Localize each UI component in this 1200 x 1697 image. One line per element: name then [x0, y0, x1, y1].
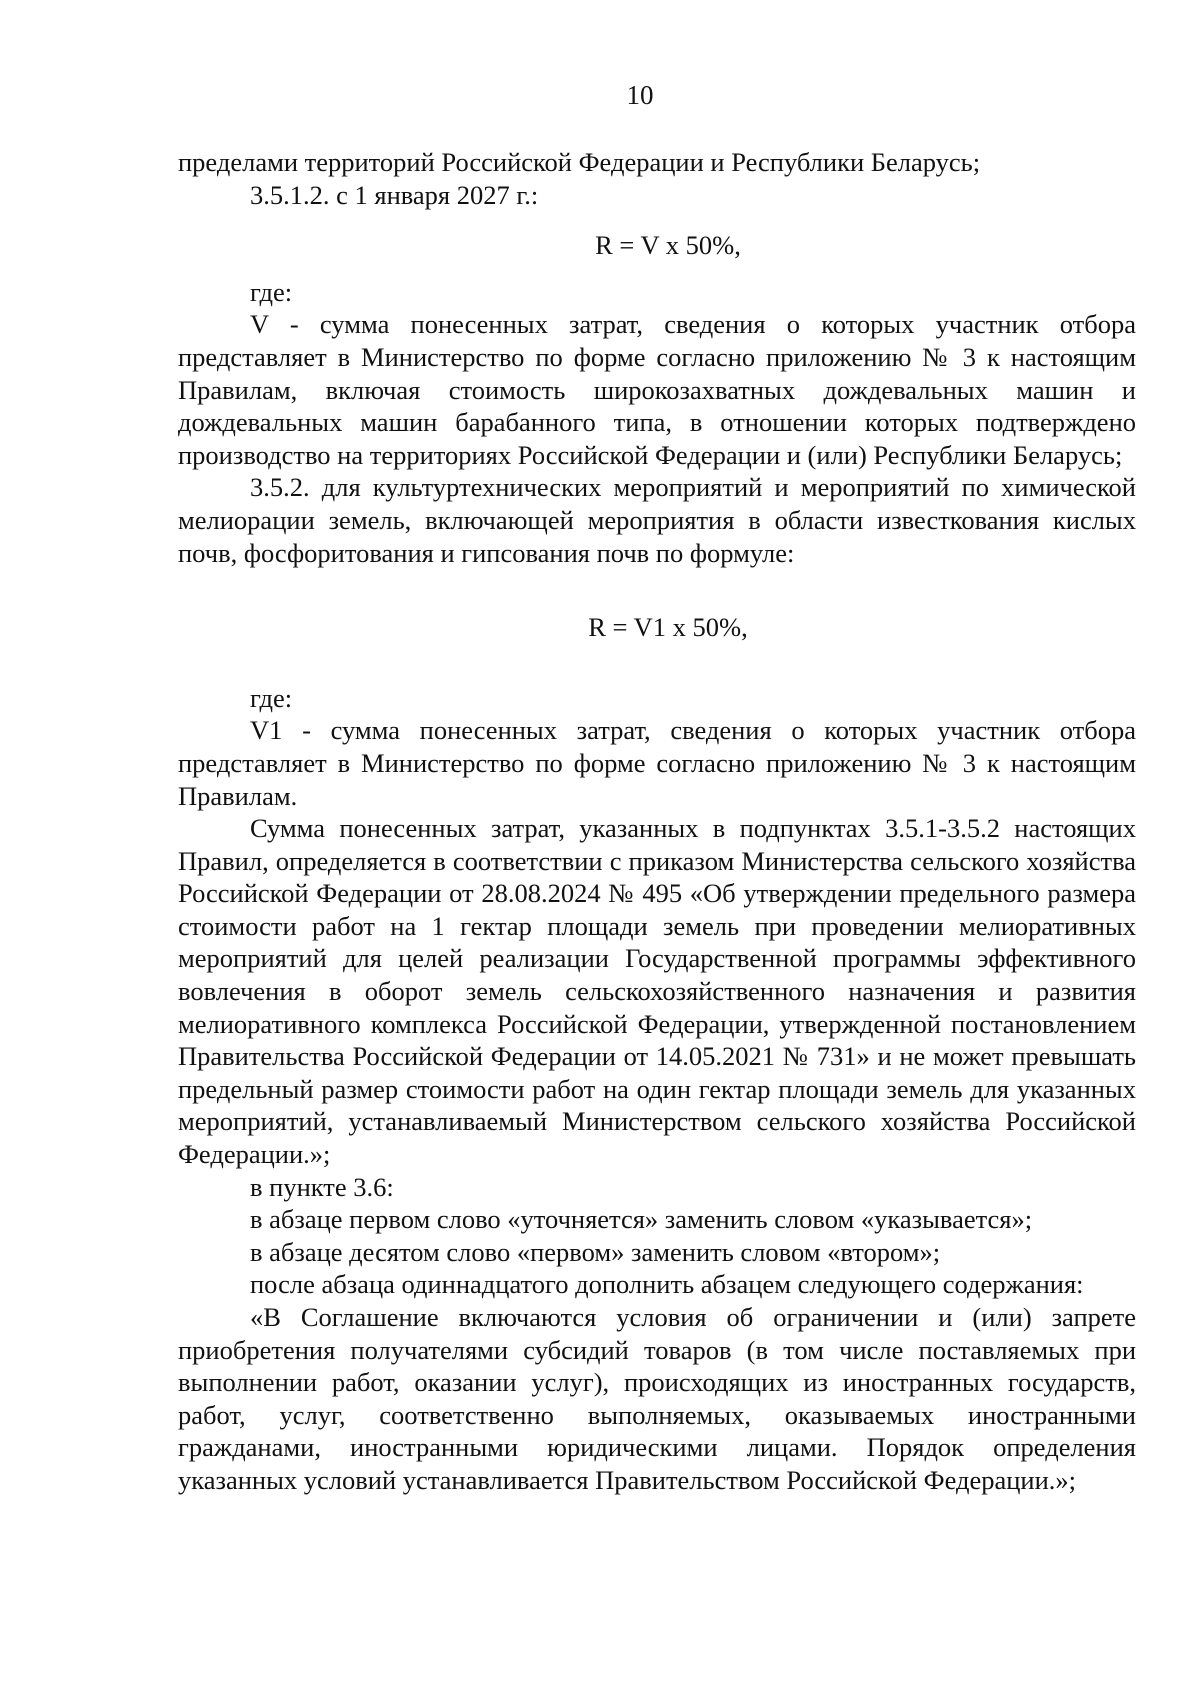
amendment-tenth-paragraph: в абзаце десятом слово «первом» заменить словом «втором»; — [250, 1236, 941, 1267]
formula-r-v1: R = V1 x 50%, — [588, 612, 748, 643]
where-label: где: — [250, 682, 293, 713]
amendment-first-paragraph: в абзаце первом слово «уточняется» заменить словом «указывается»; — [250, 1204, 1033, 1235]
cost-paragraph: Сумма понесенных затрат, указанных в подпунктах 3.5.1-3.5.2 настоящих Правил, определяется в соответствии с приказом Министерства сельского хозяйства Российской Федерации от 28.08.2024 № 495 «Об утверждении предельного размера стоимости работ на 1 гектар площади земель при проведении мелиоративных мероприятий для целей реализации Государственной программы эффективного вовлечения в оборот земель сельскохозяйственного назначения и развития мелиоративного комплекса Российской Федерации, утвержденной постановлением Правительства Российской Федерации от 14.05.2021 № 731» и не может превышать предельный размер стоимости работ на один гектар площади земель для указанных мероприятий, устанавливаемый Министерством сельского хозяйства Российской Федерации.»; — [178, 813, 1136, 1170]
amendment-add-paragraph: после абзаца одиннадцатого дополнить абзацем следующего содержания: — [250, 1269, 1084, 1300]
definition-v: V - сумма понесенных затрат, сведения о которых участник отбора представляет в Министерство по форме согласно приложению № 3 к настоящим Правилам, включая стоимость широкозахватных дождевальных машин и дождевальных машин барабанного типа, в отношении которых подтверждено производство на территориях Российской Федерации и (или) Республики Беларусь; — [178, 309, 1136, 470]
clause-3-5-2: 3.5.2. для культуртехнических мероприятий и мероприятий по химической мелиорации земель, включающей мероприятия в области известкования кислых почв, фосфоритования и гипсования почв по формуле: — [178, 472, 1136, 568]
where-label: где: — [250, 276, 293, 307]
clause-3-6-heading: в пункте 3.6: — [250, 1171, 394, 1202]
page-number: 10 — [626, 80, 654, 110]
definition-v1: V1 - сумма понесенных затрат, сведения о которых участник отбора представляет в Министерство по форме согласно приложению № 3 к настоящим Правилам. — [178, 715, 1136, 811]
agreement-conditions-paragraph: «В Соглашение включаются условия об ограничении и (или) запрете приобретения получателями субсидий товаров (в том числе поставляемых при выполнении работ, оказании услуг), происходящих из иностранных государств, работ, услуг, соответственно выполняемых, оказываемых иностранными гражданами, иностранными юридическими лицами. Порядок определения указанных условий устанавливается Правительством Российской Федерации.»; — [178, 1302, 1136, 1495]
clause-3-5-1-2: 3.5.1.2. с 1 января 2027 г.: — [250, 179, 539, 210]
paragraph-continuation: пределами территорий Российской Федерации и Республики Беларусь; — [178, 147, 981, 177]
formula-r-v: R = V x 50%, — [595, 230, 741, 261]
document-body — [178, 146, 1136, 1497]
